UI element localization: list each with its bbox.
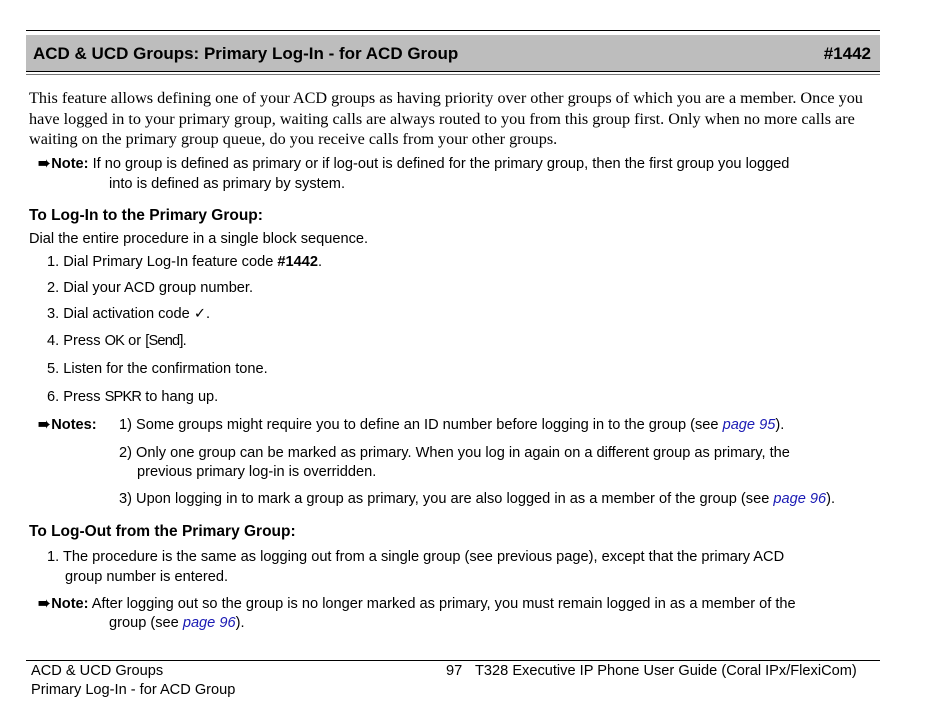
- logout-step-1-line-2: group number is entered.: [65, 569, 229, 585]
- logout-heading: To Log-Out from the Primary Group:: [29, 523, 296, 540]
- notes-item-3: [119, 490, 835, 510]
- footer-subsection: Primary Log-In - for ACD Group: [31, 682, 236, 698]
- page-title: ACD & UCD Groups: Primary Log-In - for ACD Group: [33, 44, 459, 63]
- title-band: [26, 35, 880, 72]
- login-step-1: [47, 253, 322, 273]
- footer-page-number: 97: [446, 663, 463, 679]
- step-1-text: 1. Dial Primary Log-In feature code: [47, 254, 278, 270]
- note-label: Note:: [51, 156, 89, 172]
- feature-code: #1442: [823, 44, 871, 63]
- note-2-line-2-end: ).: [235, 615, 245, 631]
- login-step-2: 2. Dial your ACD group number.: [47, 280, 254, 296]
- footer-rule: [26, 660, 880, 661]
- note-1-line-1: If no group is defined as primary or if log-out is defined for the primary group, then the first group you logged: [92, 156, 790, 172]
- notes-item-3-end: ).: [826, 491, 836, 507]
- note-arrow-icon: ➠: [38, 156, 50, 172]
- note-1: [38, 155, 789, 175]
- page-96-link[interactable]: page 96: [773, 491, 827, 507]
- notes-item-3-text: 3) Upon logging in to mark a group as primary, you are also logged in as a member of the group (see: [119, 491, 774, 507]
- login-step-6: [47, 388, 218, 408]
- step-6-text: 6. Press: [47, 389, 105, 405]
- intro-paragraph: This feature allows defining one of your ACD groups as having priority over other groups of which you are a member. Once you have logged in to your primary group, waiting calls are always routed to you from this group first. Only when no more calls are waiting on the primary group queue, do you receive calls from your other groups.: [29, 89, 863, 148]
- step-4-or: or: [124, 333, 146, 349]
- note-1-line-2: into is defined as primary by system.: [109, 176, 346, 192]
- login-subtitle: Dial the entire procedure in a single block sequence.: [29, 231, 369, 247]
- note-2-line-2-text: group (see: [109, 615, 183, 631]
- notes-block: [38, 416, 97, 436]
- note-2: [38, 595, 796, 615]
- login-step-5: 5. Listen for the confirmation tone.: [47, 361, 268, 377]
- login-step-3: 3. Dial activation code ✓.: [47, 306, 211, 322]
- send-key: [Send]: [145, 333, 183, 349]
- footer-section: ACD & UCD Groups: [31, 663, 164, 679]
- note-2-line-1: After logging out so the group is no longer marked as primary, you must remain logged in as a member of the: [91, 596, 796, 612]
- notes-item-2-line-2: previous primary log-in is overridden.: [137, 464, 377, 480]
- top-rule: [26, 30, 880, 31]
- page-96-link-2[interactable]: page 96: [182, 615, 236, 631]
- step-1-end: .: [317, 254, 323, 270]
- notes-item-1: [119, 416, 784, 436]
- step-1-code: #1442: [277, 254, 318, 270]
- note-2-label: Note:: [51, 596, 89, 612]
- ok-key: OK: [104, 333, 125, 349]
- notes-arrow-icon: ➠: [38, 417, 50, 433]
- notes-item-2-line-1: 2) Only one group can be marked as primary. When you log in again on a different group as primary, the: [119, 445, 790, 461]
- step-6-end: to hang up.: [141, 389, 219, 405]
- login-heading: To Log-In to the Primary Group:: [29, 207, 263, 224]
- note-2-arrow-icon: ➠: [38, 596, 50, 612]
- title-underline: [26, 74, 880, 75]
- step-4-text: 4. Press: [47, 333, 105, 349]
- spkr-key: SPKR: [104, 389, 142, 405]
- notes-item-1-end: ).: [775, 417, 785, 433]
- page-95-link[interactable]: page 95: [722, 417, 776, 433]
- notes-item-1-text: 1) Some groups might require you to define an ID number before logging in to the group (see: [119, 417, 723, 433]
- step-4-end: .: [182, 333, 187, 349]
- footer-guide-title: T328 Executive IP Phone User Guide (Coral IPx/FlexiCom): [475, 663, 857, 679]
- logout-step-1-line-1: 1. The procedure is the same as logging out from a single group (see previous page), except that the primary ACD: [47, 549, 785, 565]
- note-2-line-2: [109, 614, 245, 634]
- login-step-4: [47, 332, 187, 352]
- notes-label: Notes:: [51, 417, 97, 433]
